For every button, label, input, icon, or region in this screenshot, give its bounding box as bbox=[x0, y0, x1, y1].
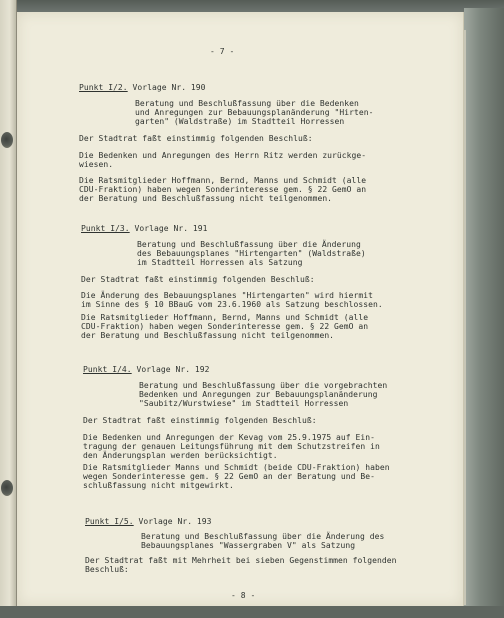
agenda-item-subject: Beratung und Beschlußfassung über die vorgebrachten Bedenken und Anregungen zur Bebauungsplanänderung "Saubitz/Wurstwiese" im Stadtteil Horressen bbox=[139, 381, 388, 409]
agenda-item-heading bbox=[79, 83, 206, 92]
agenda-item-heading bbox=[83, 365, 210, 374]
punch-hole bbox=[1, 480, 13, 496]
agenda-item-heading bbox=[81, 224, 208, 233]
resolution-text: Die Änderung des Bebauungsplanes "Hirtengarten" wird hiermit im Sinne des § 10 BBauG vom 23.6.1960 als Satzung beschlossen. bbox=[81, 291, 383, 310]
agenda-item-subject: Beratung und Beschlußfassung über die Änderung des Bebauungsplanes "Wassergraben V" als Satzung bbox=[141, 532, 385, 551]
agenda-item-subject: Beratung und Beschlußfassung über die Änderung des Bebauungsplanes "Hirtengarten" (Waldstraße) im Stadtteil Horressen als Satzung bbox=[137, 240, 366, 268]
agenda-item-number: Punkt I/5. bbox=[85, 517, 134, 526]
agenda-item-subject: Beratung und Beschlußfassung über die Bedenken und Anregungen zur Bebauungsplanänderung "Hirten- garten" (Waldstraße) im Stadtteil Horressen bbox=[135, 99, 374, 127]
vorlage-number: Vorlage Nr. 190 bbox=[127, 83, 206, 92]
agenda-item-number: Punkt I/2. bbox=[79, 83, 128, 92]
scan-bottom-background bbox=[0, 606, 504, 618]
binder-left-edge bbox=[0, 0, 17, 618]
binder-right-strip bbox=[464, 8, 504, 612]
abstention-note: Die Ratsmitglieder Manns und Schmidt (beide CDU-Fraktion) haben wegen Sonderinteresse gem. § 22 GemO an der Beratung und Be- schlußfassung nicht mitgewirkt. bbox=[83, 463, 390, 491]
decision-line: Der Stadtrat faßt einstimmig folgenden Beschluß: bbox=[81, 275, 315, 284]
resolution-text: Die Bedenken und Anregungen der Kevag vom 25.9.1975 auf Ein- tragung der genauen Leitungsführung mit dem Schutzstreifen in den Änderungsplan werden berücksichtigt. bbox=[83, 433, 380, 461]
scan-top-background bbox=[0, 0, 504, 12]
punch-hole bbox=[1, 132, 13, 148]
decision-line: Der Stadtrat faßt mit Mehrheit bei sieben Gegenstimmen folgenden Beschluß: bbox=[85, 556, 397, 575]
page-number-bottom: - 8 - bbox=[231, 591, 256, 600]
vorlage-number: Vorlage Nr. 191 bbox=[129, 224, 208, 233]
agenda-item-heading bbox=[85, 517, 212, 526]
agenda-item-number: Punkt I/4. bbox=[83, 365, 132, 374]
abstention-note: Die Ratsmitglieder Hoffmann, Bernd, Manns und Schmidt (alle CDU-Fraktion) haben wegen Sonderinteresse gem. § 22 GemO an der Beratung und Beschlußfassung nicht teilgenommen. bbox=[79, 176, 367, 204]
vorlage-number: Vorlage Nr. 193 bbox=[133, 517, 212, 526]
resolution-text: Die Bedenken und Anregungen des Herrn Ritz werden zurückge- wiesen. bbox=[79, 151, 367, 170]
page-number-top: - 7 - bbox=[210, 47, 235, 56]
vorlage-number: Vorlage Nr. 192 bbox=[131, 365, 210, 374]
decision-line: Der Stadtrat faßt einstimmig folgenden Beschluß: bbox=[83, 416, 317, 425]
abstention-note: Die Ratsmitglieder Hoffmann, Bernd, Manns und Schmidt (alle CDU-Fraktion) haben wegen Sonderinteresse gem. § 22 GemO an der Beratung und Beschlußfassung nicht teilgenommen. bbox=[81, 313, 369, 341]
document-page bbox=[17, 12, 464, 606]
agenda-item-number: Punkt I/3. bbox=[81, 224, 130, 233]
decision-line: Der Stadtrat faßt einstimmig folgenden Beschluß: bbox=[79, 134, 313, 143]
